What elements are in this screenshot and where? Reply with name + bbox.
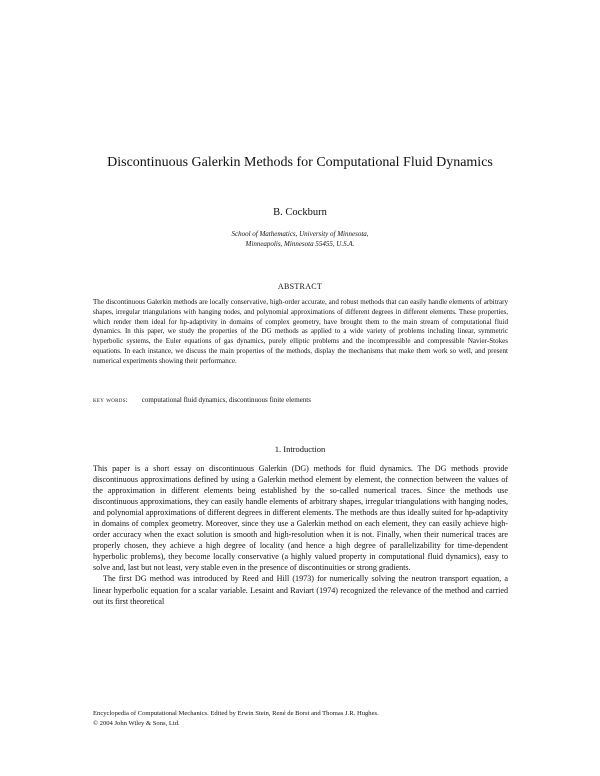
paragraph-1: This paper is a short essay on discontinuous Galerkin (DG) methods for fluid dynamics. The DG methods provide discontinuous approximations defined by using a Galerkin method element by element, the connection between the values of the approximation in different elements being established by the so-called numerical traces. Since the methods use discontinuous approximations, they can easily handle elements of arbitrary shapes, irregular triangulations with hanging nodes, and polynomial approximations of different degrees in different elements. The methods are thus ideally suited for hp-adaptivity in domains of complex geometry. Moreover, since they use a Galerkin method on each element, they can easily achieve high-order accuracy when the exact solution is smooth and high-resolution when it is not. Finally, when their numerical traces are properly chosen, they achieve a high degree of locality (and hence a high degree of parallelizability for time-dependent hyperbolic problems), they become locally conservative (a highly valued property in computational fluid dynamics), easy to solve and, last but not least, very stable even in the presence of discontinuities or strong gradients. [93,464,508,573]
abstract-heading: ABSTRACT [277,282,323,291]
keywords-value: computational fluid dynamics, discontinuous finite elements [141,396,311,404]
paper-title: Discontinuous Galerkin Methods for Computational Fluid Dynamics [107,155,493,170]
footer-line-2: © 2004 John Wiley & Sons, Ltd. [93,719,180,727]
paragraph-2: The first DG method was introduced by Reed and Hill (1973) for numerically solving the neutron transport equation, a linear hyperbolic equation for a scalar variable. Lesaint and Raviart (1974) recognized the relevance of the method and carried out its first theoretical [93,574,508,606]
abstract-text: The discontinuous Galerkin methods are locally conservative, high-order accurate, and robust methods that can easily handle elements of arbitrary shapes, irregular triangulations with hanging nodes, and polynomial approximations of different degrees in different elements. These properties, which render them ideal for hp-adaptivity in domains of complex geometry, have brought them to the main stream of computational fluid dynamics. In this paper, we study the properties of the DG methods as applied to a wide variety of problems including linear, symmetric hyperbolic systems, the Euler equations of gas dynamics, purely elliptic problems and the incompressible and compressible Navier-Stokes equations. In each instance, we discuss the main properties of the methods, display the mechanisms that make them work so well, and present numerical experiments showing their performance. [93,298,508,365]
footer-line-1: Encyclopedia of Computational Mechanics. Edited by Erwin Stein, René de Borst and Thomas J.R. Hughes. [93,710,379,717]
keywords-label: key words: [93,396,129,404]
affiliation-line-1: School of Mathematics, University of Minnesota, [231,230,369,238]
section-heading: 1. Introduction [274,444,326,454]
affiliation-line-2: Minneapolis, Minnesota 55455, U.S.A. [245,240,355,248]
affiliation [0,229,600,249]
keywords [93,396,508,404]
body-text [93,463,508,607]
footer-note [93,709,508,728]
author-name: B. Cockburn [273,207,327,218]
